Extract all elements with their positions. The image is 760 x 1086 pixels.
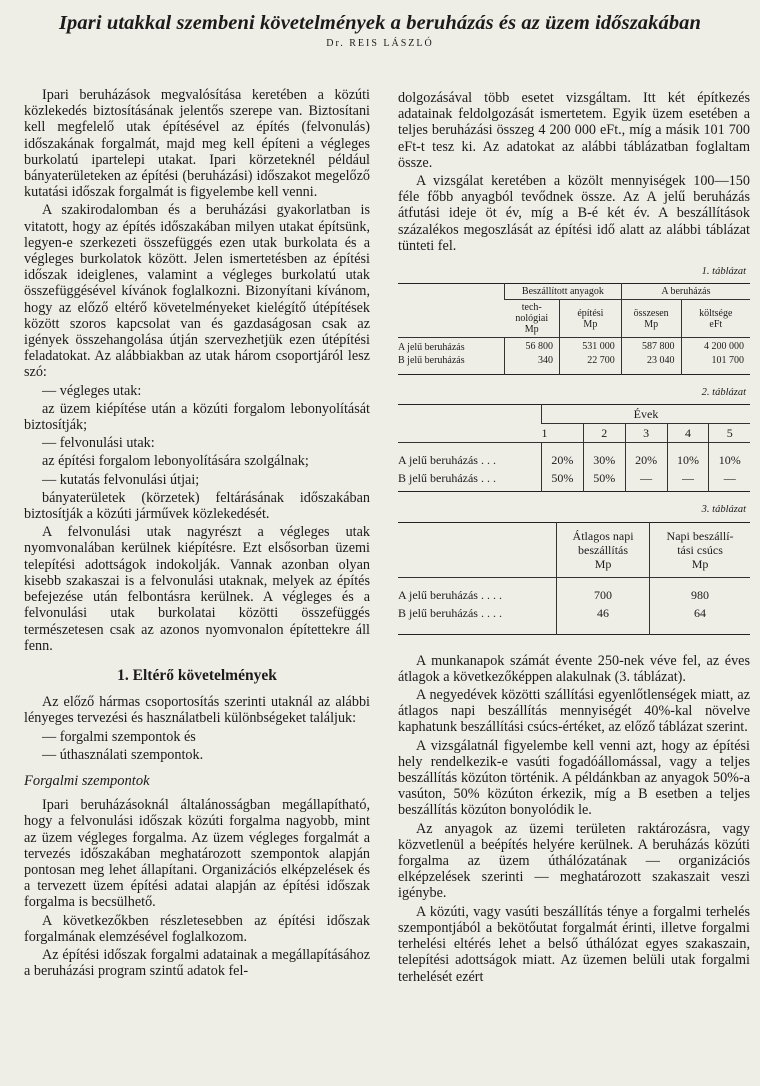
table-cell: — (625, 469, 667, 492)
table-cell: 46 (557, 604, 650, 635)
list-item: — úthasználati szempontok. (42, 746, 204, 763)
table-2-caption: 2. táblázat (701, 387, 746, 399)
table-1-column-header: építési Mp (559, 300, 621, 338)
table-cell: 22 700 (559, 354, 621, 375)
list-item: — forgalmi szempontok és (42, 728, 196, 745)
table-3-column-header: Átlagos napi beszállítás Mp (557, 522, 650, 577)
author-name: Dr. REIS LÁSZLÓ (326, 38, 434, 49)
paragraph: A munkanapok számát évente 250-nek véve fel, az éves átlagok a következőképpen alakulnak (3. táblázat). (398, 652, 750, 685)
table-1-column-header: költsége eFt (681, 300, 750, 338)
right-column (398, 90, 750, 985)
table-cell: 340 (505, 354, 560, 375)
table-cell: 20% (542, 443, 584, 470)
table-cell: 10% (667, 443, 709, 470)
paragraph: Az építési időszak forgalmi adatainak a megállapításához a beruházási program szintű adatok fel- (24, 946, 370, 980)
paragraph: A vizsgálatnál figyelembe kell venni azt, hogy az építési hely rendelkezik-e vasúti fogadóállomással, vagy a teljes beszállítás közúton történik. A példánkban az anyagok 50%-a vasúton, 50% közúton érkezik, míg a B esetben a teljes beszállítás közúton bonyolódik le. (398, 737, 750, 819)
table-2-year-header: 2 (583, 424, 625, 443)
list-item-description: bányaterületek (körzetek) feltárásának időszakában biztosítják a közúti járművek közlekedését. (24, 489, 370, 523)
paragraph: Az anyagok az üzemi területen raktározásra, vagy közvetlenül a beépítés helyére kerülnek. A beruházás közúti forgalma az üzem úthálózatának — organizációs elképzelések szerinti — meghatározott szakaszait veszi igénybe. (398, 820, 750, 902)
paragraph: A szakirodalomban és a beruházási gyakorlatban is vitatott, hogy az építés időszakában milyen utakat építsünk, legyen-e szerkezeti összefüggés ezen utak burkolata és a végleges burkolatok között. Jelen ismertetésben az építési időszak ideiglenes, valamint a végleges burkolatú utak összefüggésével kívánok foglalkozni. Bizonyítani kívánom, hogy az előző eltérő követelményeket kielégítő útépítések között szoros kapcsolat van és gazdaságosan csak az igények összehangolása útján szervezhetjük ezen útépítési feladatokat. Az alábbiakban az utak három csoportjáról lesz szó: (24, 202, 370, 381)
table-cell: 20% (625, 443, 667, 470)
table-2-year-header: 5 (709, 424, 750, 443)
table-cell: 50% (542, 469, 584, 492)
table-cell: 30% (583, 443, 625, 470)
table-cell: 10% (709, 443, 750, 470)
paragraph: Ipari beruházások megvalósítása keretében a közúti közlekedés biztosításának jelentős szerepe van. Biztosítani kell megfelelő utak építésével az építés (felvonulás) időszakának forgalmát, majd meg kell építeni a végleges burkolatú ipartelepi utakat. Ipari körzeteknél például bányaterületeken az építési (beruházási) időszakot megelőző kutatási időszak forgalmát is figyelembe kell venni. (24, 87, 370, 201)
table-3 (398, 522, 750, 635)
table-2-year-header: 4 (667, 424, 709, 443)
list-item: — kutatás felvonulási útjai; (42, 471, 200, 488)
list-item-description: az építési forgalom lebonyolítására szolgálnak; (42, 453, 309, 470)
paragraph: A felvonulási utak nagyrészt a végleges utak nyomvonalában kerülnek kiépítésre. Ezt elsősorban üzemi telepítési adottságok indokolják. Vannak azonban olyan kisebb szakaszai is a felvonulási utaknak, melyek az építés befejezése után felbontásra kerülnek. A végleges és a felvonulási utak burkolatai közötti összefüggés természetesen csak az azonos nyomvonalon építettekre áll fenn. (24, 524, 370, 654)
paragraph: A vizsgálat keretében a közölt mennyiségek 100—150 féle főbb anyagból tevődnek össze. Az A jelű beruházás átfutási ideje öt év, míg a B-é két év. A beszállítások százalékos megoszlását az építési idő alatt az alábbi táblázat tünteti fel. (398, 173, 750, 254)
table-cell: 531 000 (559, 338, 621, 355)
table-row-label: B jelű beruházás . . . (398, 471, 496, 486)
article-title: Ipari utakkal szembeni követelmények a beruházás és az üzem időszakában (58, 12, 702, 34)
table-1-column-header: tech- nológiai Mp (505, 300, 560, 338)
paragraph: A negyedévek közötti szállítási egyenlőtlenségek miatt, az átlagos napi beszállítás mennyiségét 40%-kal növelve kaphatunk beszállítási csúcs-értéket, az előző táblázat szerint. (398, 687, 750, 736)
table-1-caption: 1. táblázat (701, 266, 746, 278)
table-row-label: A jelű beruházás . . . . (398, 587, 502, 602)
list-item: — felvonulási utak: (42, 435, 155, 452)
table-row-label: B jelű beruházás (398, 355, 465, 367)
table-cell: 50% (583, 469, 625, 492)
left-column (24, 87, 370, 979)
list-item: — végleges utak: (42, 382, 142, 399)
paragraph: dolgozásával több esetet vizsgáltam. Itt két építkezés adatainak feldolgozását ismertetem. Egyik üzem esetében a teljes beruházási összeg 4 200 000 eFt., míg a másik 101 700 eFt-t tesz ki. Az adatokat az alábbi táblázatban foglaltam össze. (398, 90, 750, 171)
table-cell: 23 040 (621, 354, 681, 375)
table-row-label: A jelű beruházás (398, 342, 465, 354)
table-2-group-header: Évek (542, 405, 751, 424)
section-heading: 1. Eltérő követelmények (117, 666, 277, 684)
paragraph: Az előző hármas csoportosítás szerinti utaknál az alábbi lényeges tervezési és használatbeli különbségeket találjuk: (24, 694, 370, 727)
paragraph: A következőkben részletesebben az építési időszak forgalmának elemzésével foglalkozom. (24, 912, 370, 945)
table-3-column-header: Napi beszállí- tási csúcs Mp (650, 522, 750, 577)
table-cell: 64 (650, 604, 750, 635)
table-cell: 587 800 (621, 338, 681, 355)
table-row-label: A jelű beruházás . . . (398, 453, 496, 468)
table-1-group-header: A beruházás (621, 284, 750, 300)
table-1-group-header: Beszállított anyagok (505, 284, 622, 300)
table-2-year-header: 1 (542, 424, 584, 443)
paragraph: A közúti, vagy vasúti beszállítás ténye a forgalmi terhelés szempontjából a bekötőutat forgalmát érinti, illetve forgalmi terhelési eltérés lehet a belső úthálózat egyes szakaszain, telepítési adottságok miatt. Az üzemen belüli utak forgalmi terhelését ezért (398, 903, 750, 985)
paragraph: Ipari beruházásoknál általánosságban megállapítható, hogy a felvonulási időszak közúti forgalma nagyobb, mint az üzem végleges forgalma. Az üzem végleges forgalmát a tervezés időszakában meghatározott szempontok alapján pontosan meg lehet állapítani. Organizációs elképzelések és a tervezett üzem építési adatai alapján az építési időszak forgalma is becsülhető. (24, 797, 370, 911)
table-cell: — (709, 469, 750, 492)
table-2-year-header: 3 (625, 424, 667, 443)
table-cell: 101 700 (681, 354, 750, 375)
table-cell: 980 (650, 577, 750, 604)
table-cell: 700 (557, 577, 650, 604)
table-3-caption: 3. táblázat (701, 504, 746, 516)
list-item-description: az üzem kiépítése után a közúti forgalom lebonyolítását biztosítják; (24, 400, 370, 434)
table-cell: — (667, 469, 709, 492)
table-row-label: B jelű beruházás . . . . (398, 605, 502, 620)
table-cell: 4 200 000 (681, 338, 750, 355)
table-2 (398, 404, 750, 492)
table-1-column-header: összesen Mp (621, 300, 681, 338)
subsection-heading: Forgalmi szempontok (24, 772, 150, 789)
table-1 (398, 283, 750, 375)
table-cell: 56 800 (505, 338, 560, 355)
